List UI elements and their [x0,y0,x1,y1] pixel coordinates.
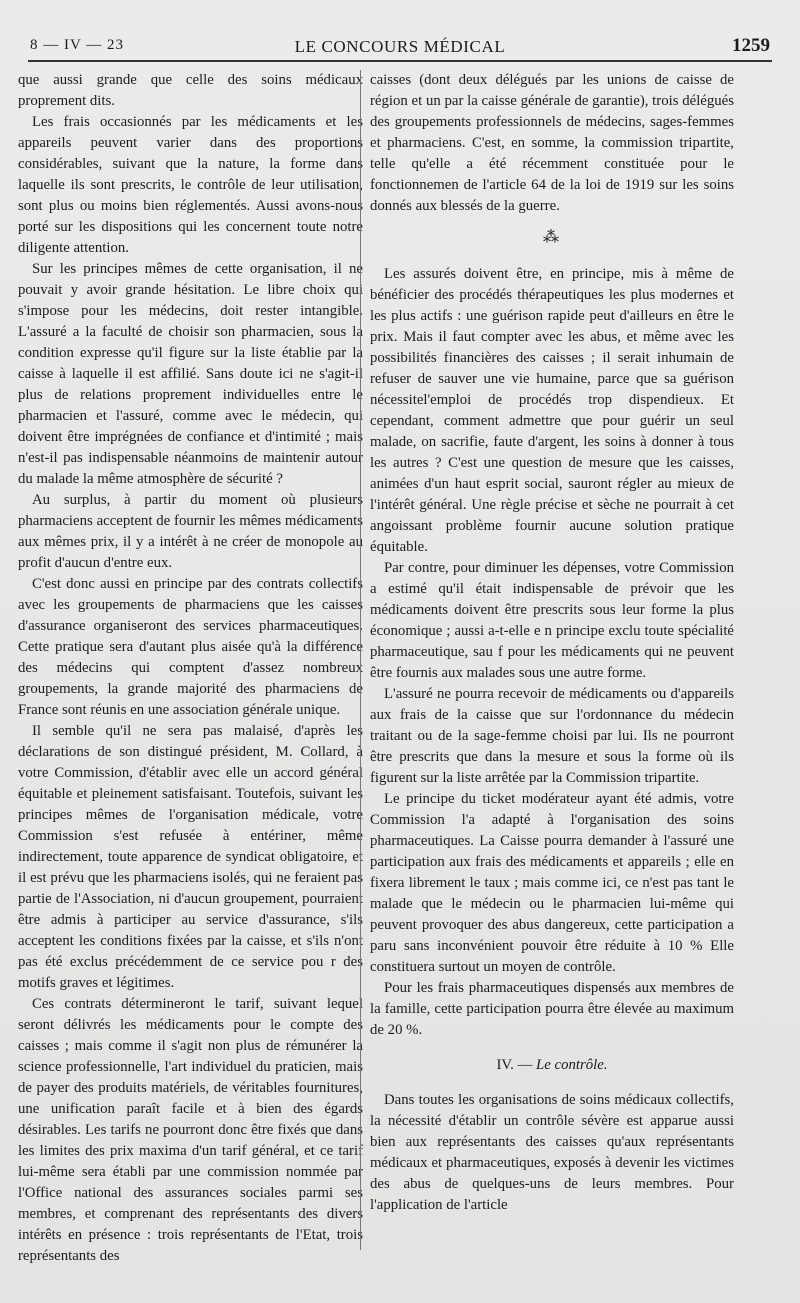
header-rule [28,60,772,62]
paragraph: Sur les principes mêmes de cette organisation, il ne pouvait y avoir grande hésitation. Le libre choix qui s'impose pour les médecins, doit rester intangible. L'assuré a la faculté de choisir son pharmacien, sous la condition expresse qu'il figure sur la liste établie par la caisse à laquelle il est affilié. Sans doute ici ne s'agit-il plus de relations proprement individuelles entre le pharmacien et l'assuré, comme avec le médecin, qui doivent être imprégnées de confiance et d'intimité ; mais n'est-il pas indispensable néanmoins de maintenir autour du malade la même atmosphère de sécurité ? [18,261,363,487]
paragraph: Au surplus, à partir du moment où plusieurs pharmaciens acceptent de fournir les mêmes médicaments aux mêmes prix, il y a intérêt à ne créer de monopole au profit d'aucun d'entre eux. [18,492,363,571]
page-header [30,31,770,61]
paragraph: Les frais occasionnés par les médicaments et les appareils peuvent varier dans des proportions considérables, suivant que la nature, la forme dans laquelle ils sont prescrits, le contrôle de leur utilisation, sont plus ou moins bien réglementés. Aussi avons-nous porté sur les dispositions qui les concernent toute notre diligente attention. [18,114,363,256]
section-heading [370,1055,734,1076]
paragraph: L'assuré ne pourra recevoir de médicaments ou d'appareils aux frais de la caisse que sur l'ordonnance du médecin traitant ou de la sage-femme choisi par lui. Ils ne pourront être prescrits que dans la mesure et sous la forme où ils figurent sur la liste arrêtée par la Commission tripartite. [370,686,734,786]
issue-date: 8 — IV — 23 [30,37,125,53]
paragraph: Pour les frais pharmaceutiques dispensés aux membres de la famille, cette participation pourra être élevée au maximum de 20 %. [370,980,734,1038]
paragraph: Les assurés doivent être, en principe, mis à même de bénéficier des procédés thérapeutiques les plus modernes et les plus actifs : une guérison rapide peut d'ailleurs en être le prix. Mais il faut compter avec les abus, et même avec les possibilités financières des caisses ; il serait inhumain de refuser de sauver une vie humaine, parce que sa guérison nécessitel'emploi de procédés trop dispendieux. Et cependant, comment admettre que pour guérir un seul malade, on sacrifie, faute d'argent, les soins à donner à tous les autres ? C'est une question de mesure que les caisses, animées d'un haut esprit social, sauront régler au mieux de l'intérêt général. Une règle précise et sèche ne pourrait à cet angoissant problème fournir aucune solution pratique équitable. [370,266,734,555]
paragraph: C'est donc aussi en principe par des contrats collectifs avec les groupements de pharmaciens que les caisses d'assurance organiseront des services pharmaceutiques. Cette pratique sera d'autant plus aisée qu'à la différence des médecins qui comptent d'assez nombreux groupements, la grande majorité des pharmaciens de France sont réunis en une association générale unique. [18,576,363,718]
paragraph: que aussi grande que celle des soins médicaux proprement dits. [18,72,363,109]
journal-title: LE CONCOURS MÉDICAL [294,37,506,56]
paragraph: Ces contrats détermineront le tarif, suivant lequel seront délivrés les médicaments pour le compte des caisses ; mais comme il s'agit non plus de rémunérer la science professionnelle, l'art individuel du praticien, mais de payer des produits matériels, de véritables fournitures, une unification paraît facile et à bien des égards désirables. Les tarifs ne pourront donc être fixés que dans les limites des prix maxima d'un tarif général, et ce tarif lui-même sera établi par une commission nommée par l'Office national des assurances sociales parmi ses membres, et comprenant des représentants des divers intérêts en présence : trois représentants de l'Etat, trois représentants des [18,996,363,1264]
paragraph: caisses (dont deux délégués par les unions de caisse de région et un par la caisse générale de garantie), trois délégués des groupements professionnels de médecins, sages-femmes et pharmaciens. C'est, en somme, la commission tripartite, telle qu'elle a été récemment constituée pour le fonctionnemen de l'article 64 de la loi de 1919 sur les soins donnés aux blessés de la guerre. [370,72,734,214]
asterism: ⁂ [543,229,561,246]
column-divider [360,70,361,1250]
page-number: 1259 [732,35,770,56]
section-title: Le contrôle. [536,1057,608,1073]
paragraph: Dans toutes les organisations de soins médicaux collectifs, la nécessité d'établir un contrôle sévère est apparue aussi bien aux représentants des caisses qu'aux représentants médicaux et pharmaceutiques, exposés à devenir les victimes des abus de quelques-uns de leurs membres. Pour l'application de l'article [370,1092,734,1213]
section-number: IV. — [496,1057,533,1073]
paragraph: Le principe du ticket modérateur ayant été admis, votre Commission l'a adapté à l'organisation des soins pharmaceutiques. La Caisse pourra demander à l'assuré une participation aux frais des médicaments et appareils ; elle en fixera librement le taux ; mais comme ici, ce n'est pas tant le malade que le médecin ou le pharmacien lui-même qui peuvent provoquer des abus dangereux, cette participation a paru sans inconvénient pouvoir être réduite à 10 % Elle constituera surtout un moyen de contrôle. [370,791,734,975]
left-column [18,70,363,1267]
right-column [370,70,734,1216]
paragraph: Il semble qu'il ne sera pas malaisé, d'après les déclarations de son distingué président, M. Collard, à votre Commission, d'établir avec elle un accord général équitable et pleinement satisfaisant. Toutefois, suivant les principes mêmes de l'organisation médicale, votre Commission s'est refusée à entériner, même indirectement, toute apparence de syndicat obligatoire, et il est prévu que les pharmaciens isolés, qui ne feraient pas partie de l'Association, ni d'aucun groupement, pourraient être admis à participer au service d'assurance, s'ils acceptent les conditions fixées par la caisse, et s'ils n'ont pas été exclus précédemment de ce service pou r des motifs graves et légitimes. [18,723,363,991]
paragraph: Par contre, pour diminuer les dépenses, votre Commission a estimé qu'il était indispensable de prévoir que les médicaments doivent être prescrits sous leur forme la plus économique ; aussi a-t-elle e n principe exclu toute spécialité pharmaceutique, sau f pour les médicaments qui ne peuvent être fournis aux malades sous une autre forme. [370,560,734,681]
